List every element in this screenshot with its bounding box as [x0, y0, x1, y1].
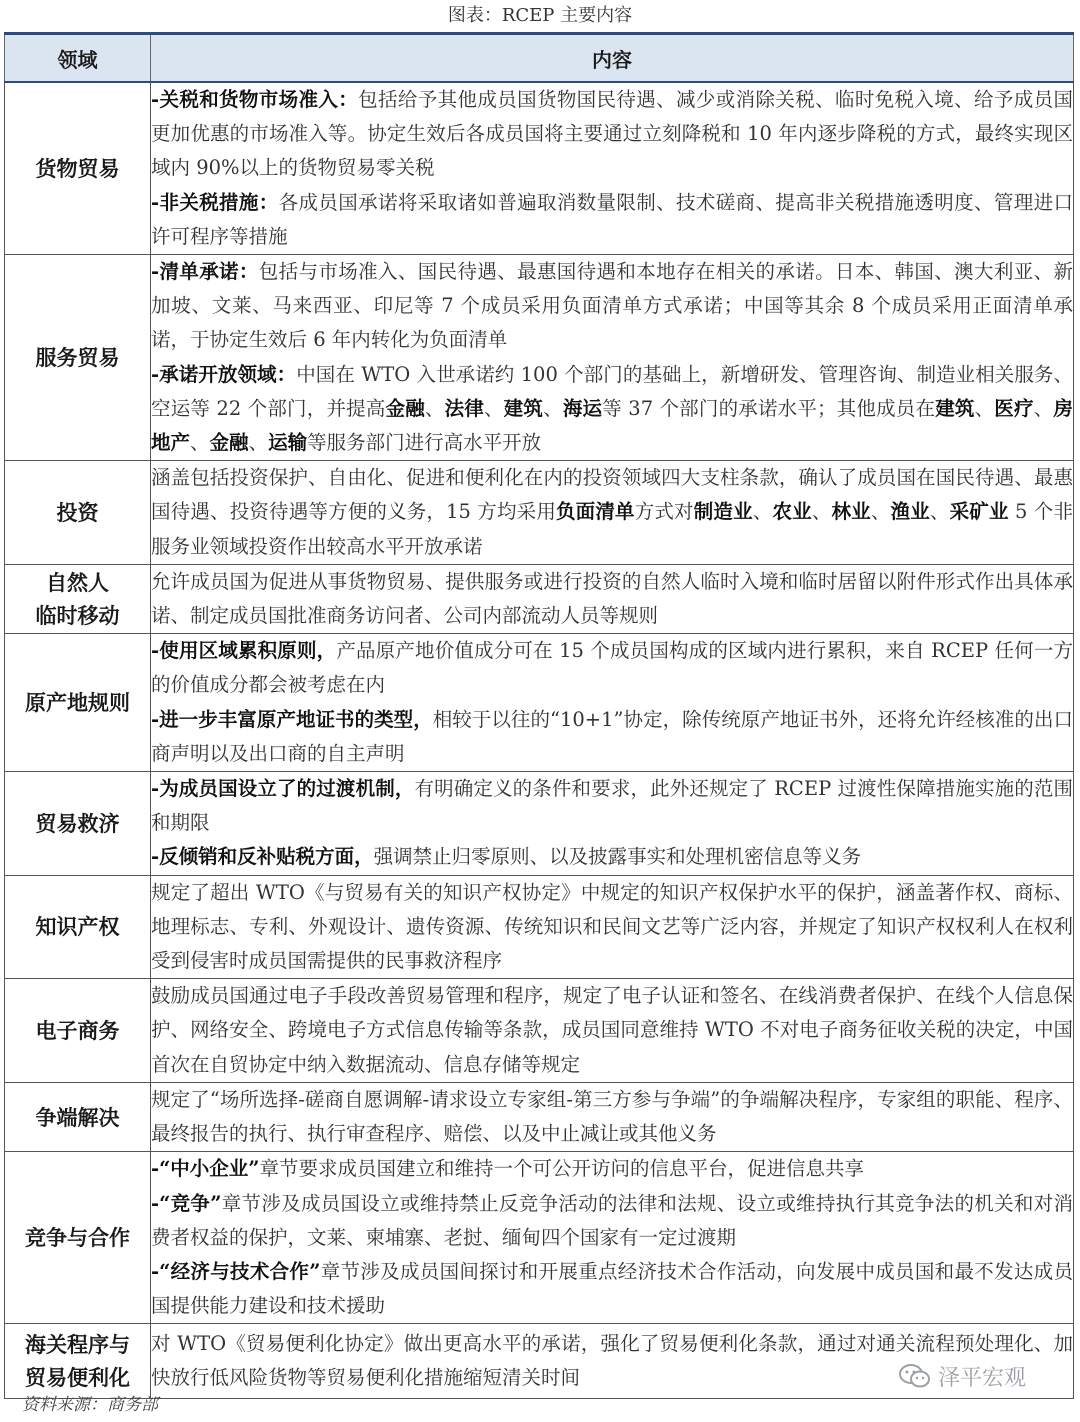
rcep-content-table — [4, 32, 1074, 1399]
bold-text: 医疗 — [994, 396, 1034, 420]
content-text: 、 — [752, 500, 773, 524]
domain-line: 货物贸易 — [35, 156, 120, 181]
bold-text: 渔业 — [890, 500, 930, 524]
content-paragraph — [151, 186, 1073, 254]
domain-line: 海关程序与 — [25, 1332, 130, 1358]
header-content: 内容 — [151, 34, 1074, 83]
row-domain — [5, 564, 151, 633]
content-text: 、 — [543, 396, 563, 420]
table-row — [5, 875, 1074, 979]
row-domain — [5, 461, 151, 565]
table-row — [5, 255, 1074, 461]
bold-text: -“竞争” — [151, 1191, 222, 1215]
domain-line: 电子商务 — [35, 1018, 120, 1044]
bold-text: 建筑 — [935, 396, 975, 420]
row-content — [151, 875, 1074, 979]
source-note: 资料来源：商务部 — [22, 1395, 158, 1415]
content-paragraph — [151, 979, 1073, 1082]
table-row — [5, 1152, 1074, 1324]
bold-text: 运输 — [268, 431, 308, 455]
content-text: 中国在 WTO 入世承诺约 100 个部门的基础上，新增研发、管理咨询、制造业相关服务、空运等 22 个部门，并提高 — [151, 362, 1074, 420]
content-text: 规定了超出 WTO《与贸易有关的知识产权协定》中规定的知识产权保护水平的保护，涵盖著作权、商标、地理标志、专利、外观设计、遗传资源、传统知识和民间文艺等广泛内容，并规定了知识产权权利人在权利受到侵害时成员国需提供的民事救济程序 — [151, 880, 1073, 973]
content-text: 包括与市场准入、国民待遇、最惠国待遇和本地存在相关的承诺。日本、韩国、澳大利亚、新加坡、文莱、马来西亚、印尼等 7 个成员采用负面清单方式承诺；中国等其余 8 个成员采用正面清单承诺，于协定生效后 6 年内转化为负面清单 — [151, 260, 1073, 352]
table-row — [5, 979, 1074, 1083]
content-paragraph — [151, 1187, 1073, 1255]
table-caption: 图表：RCEP 主要内容 — [447, 5, 633, 26]
content-paragraph — [151, 876, 1073, 979]
content-text: 相较于以往的“10+1”协定，除传统原产地证书外，还将允许经核准的出口商声明以及出口商的自主声明 — [151, 707, 1074, 765]
content-paragraph — [151, 83, 1073, 186]
content-paragraph — [151, 565, 1073, 633]
bold-text: 制造业 — [693, 500, 753, 524]
content-text: 对 WTO《贸易便利化协定》做出更高水平的承诺，强化了贸易便利化条款，通过对通关流程预处理化、加快放行低风险货物等贸易便利化措施缩短清关时间 — [151, 1332, 1073, 1390]
domain-line: 知识产权 — [35, 914, 120, 940]
content-paragraph — [151, 358, 1073, 461]
domain-line: 临时移动 — [35, 603, 120, 629]
table-row — [5, 82, 1074, 255]
row-content — [151, 1152, 1074, 1324]
content-text: 5 个非服务业领域投资作出较高水平开放承诺 — [151, 500, 1073, 558]
content-text: 、 — [1033, 396, 1054, 420]
row-content — [151, 255, 1074, 461]
content-text: 、 — [811, 500, 832, 524]
row-content — [151, 461, 1074, 565]
table-header-row — [5, 34, 1074, 83]
row-domain — [5, 1082, 151, 1151]
bold-text: -为成员国设立了的过渡机制， — [151, 777, 415, 801]
row-domain — [5, 772, 151, 876]
row-content — [151, 1082, 1074, 1151]
domain-line: 原产地规则 — [25, 690, 130, 716]
bold-text: 林业 — [831, 500, 871, 524]
content-text: 产品原产地价值成分可在 15 个成员国构成的区域内进行累积，来自 RCEP 任何一方的价值成分都会被考虑在内 — [151, 639, 1073, 697]
row-content — [151, 634, 1074, 772]
content-text: 、 — [424, 396, 445, 420]
bold-text: -“经济与技术合作” — [151, 1259, 321, 1283]
bold-text: -使用区域累积原则， — [151, 639, 337, 663]
content-paragraph — [151, 1152, 1073, 1186]
bold-text: -非关税措施： — [151, 190, 279, 214]
table-row — [5, 1082, 1074, 1151]
table-row — [5, 461, 1074, 565]
content-paragraph — [151, 634, 1073, 702]
content-text: 、 — [974, 396, 995, 420]
content-text: 强调禁止归零原则、以及披露事实和处理机密信息等义务 — [373, 845, 862, 869]
content-paragraph — [151, 255, 1073, 358]
bold-text: -“中小企业” — [151, 1157, 260, 1181]
row-domain — [5, 979, 151, 1083]
content-text: 允许成员国为促进从事货物贸易、提供服务或进行投资的自然人临时入境和临时居留以附件形式作出具体承诺、制定成员国批准商务访问者、公司内部流动人员等规则 — [151, 569, 1073, 628]
domain-line: 贸易救济 — [35, 810, 120, 836]
content-text: 、 — [929, 500, 950, 524]
content-text: 章节要求成员国建立和维持一个可公开访问的信息平台，促进信息共享 — [259, 1157, 865, 1181]
row-domain — [5, 1324, 151, 1399]
content-text: 、 — [190, 431, 210, 455]
watermark-text: 泽平宏观 — [938, 1365, 1027, 1391]
table-row — [5, 564, 1074, 633]
content-paragraph — [151, 1255, 1073, 1323]
content-text: 方式对 — [634, 500, 694, 524]
bold-text: 房地产 — [151, 396, 1073, 455]
domain-line: 投资 — [56, 500, 99, 526]
content-text: 鼓励成员国通过电子手段改善贸易管理和程序，规定了电子认证和签名、在线消费者保护、在线个人信息保护、网络安全、跨境电子方式信息传输等条款，成员国同意维持 WTO 不对电子商务征收关税的决定，中国首次在自贸协定中纳入数据流动、信息存储等规定 — [151, 984, 1073, 1076]
content-paragraph — [151, 840, 1073, 874]
content-paragraph — [151, 461, 1073, 564]
bold-text: 金融 — [209, 431, 249, 455]
content-text: 有明确定义的条件和要求，此外还规定了 RCEP 过渡性保障措施实施的范围和期限 — [151, 777, 1074, 835]
bold-text: -清单承诺： — [151, 260, 259, 284]
header-domain: 领域 — [5, 34, 151, 83]
content-paragraph — [151, 772, 1073, 840]
row-domain — [5, 1152, 151, 1324]
content-text: 章节涉及成员国设立或维持禁止反竞争活动的法律和法规、设立或维持执行其竞争法的机关和对消费者权益的保护，文莱、柬埔寨、老挝、缅甸四个国家有一定过渡期 — [151, 1191, 1073, 1249]
bold-text: 农业 — [772, 500, 812, 524]
content-text: 章节涉及成员国间探讨和开展重点经济技术合作活动，向发展中成员国和最不发达成员国提供能力建设和技术援助 — [151, 1259, 1073, 1318]
row-domain — [5, 875, 151, 979]
domain-line: 竞争与合作 — [25, 1225, 130, 1251]
bold-text: 海运 — [562, 396, 603, 420]
domain-line: 服务贸易 — [35, 345, 120, 371]
row-content — [151, 979, 1074, 1083]
row-content — [151, 772, 1074, 876]
wechat-icon — [898, 1362, 932, 1390]
table-row — [5, 772, 1074, 876]
table-row — [5, 634, 1074, 772]
bold-text: -关税和货物市场准入： — [151, 88, 359, 111]
bold-text: 负面清单 — [556, 500, 635, 524]
row-domain — [5, 255, 151, 461]
bold-text: 采矿业 — [949, 500, 1009, 524]
bold-text: 建筑 — [503, 396, 544, 420]
content-text: 等服务部门进行高水平开放 — [307, 431, 542, 455]
row-domain — [5, 634, 151, 772]
bold-text: 金融 — [385, 396, 425, 420]
row-domain — [5, 82, 151, 255]
bold-text: -反倾销和反补贴税方面， — [151, 845, 374, 869]
content-text: 涵盖包括投资保护、自由化、促进和便利化在内的投资领域四大支柱条款，确认了成员国在国民待遇、最惠国待遇、投资待遇等方便的义务，15 方均采用 — [151, 466, 1073, 524]
content-text: 规定了“场所选择-磋商自愿调解-请求设立专家组-第三方参与争端”的争端解决程序，专家组的职能、程序、最终报告的执行、执行审查程序、赔偿、以及中止减让或其他义务 — [151, 1087, 1073, 1146]
watermark — [898, 1356, 1026, 1396]
bold-text: 法律 — [444, 396, 485, 420]
content-text: 各成员国承诺将采取诸如普遍取消数量限制、技术磋商、提高非关税措施透明度、管理进口许可程序等措施 — [151, 190, 1073, 248]
bold-text: -承诺开放领域： — [151, 362, 297, 386]
content-paragraph — [151, 1083, 1073, 1151]
domain-line: 争端解决 — [35, 1104, 120, 1130]
domain-line: 自然人 — [46, 570, 109, 596]
content-text: 、 — [870, 500, 891, 524]
content-text: 、 — [248, 431, 269, 455]
domain-line: 贸易便利化 — [25, 1365, 130, 1391]
row-content — [151, 82, 1074, 255]
row-content — [151, 564, 1074, 633]
bold-text: -进一步丰富原产地证书的类型， — [151, 707, 433, 731]
content-text: 、 — [484, 396, 504, 420]
content-text: 包括给予其他成员国货物国民待遇、减少或消除关税、临时免税入境、给予成员国更加优惠的市场准入等。协定生效后各成员国将主要通过立刻降税和 10 年内逐步降税的方式，最终实现区域内 90%以上的货物贸易零关税 — [151, 88, 1073, 180]
content-paragraph — [151, 703, 1073, 771]
content-text: 等 37 个部门的承诺水平；其他成员在 — [602, 396, 936, 420]
